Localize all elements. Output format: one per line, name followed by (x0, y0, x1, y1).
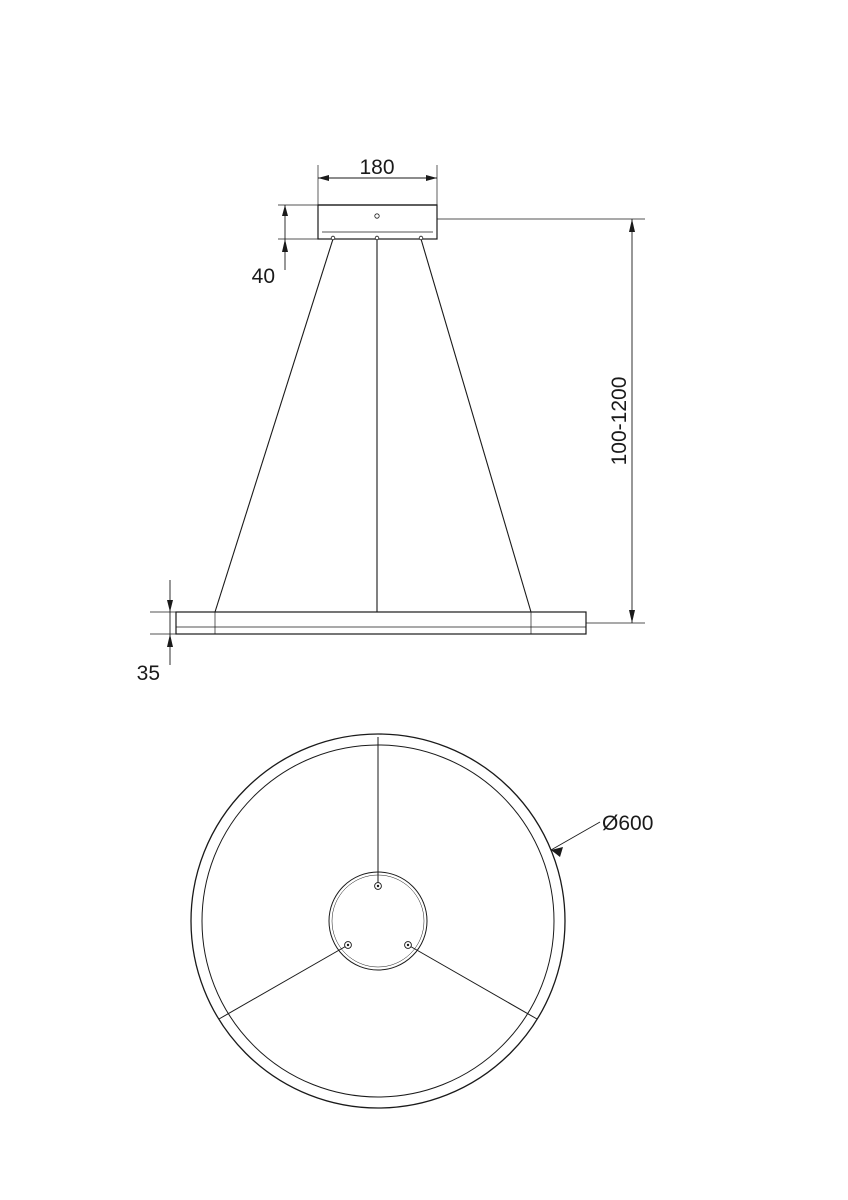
dimension-label-canopy-width: 180 (359, 156, 395, 179)
dimension-suspension-height (437, 219, 645, 623)
suspension-wires (215, 236, 531, 612)
dimension-ring-thickness (137, 580, 176, 685)
dimension-label-ring-thickness: 35 (136, 662, 160, 685)
dimension-ring-diameter (551, 812, 653, 857)
ring-section-front (176, 612, 586, 634)
dimension-label-suspension-height: 100-1200 (608, 376, 631, 466)
front-elevation-view (137, 156, 645, 685)
dimension-label-canopy-height: 40 (251, 265, 275, 288)
dimension-canopy-height (252, 205, 318, 288)
dimension-label-ring-diameter: Ø600 (602, 812, 654, 835)
dimension-canopy-width (318, 156, 437, 205)
canopy-body (318, 205, 437, 239)
bottom-plan-view (191, 734, 653, 1108)
